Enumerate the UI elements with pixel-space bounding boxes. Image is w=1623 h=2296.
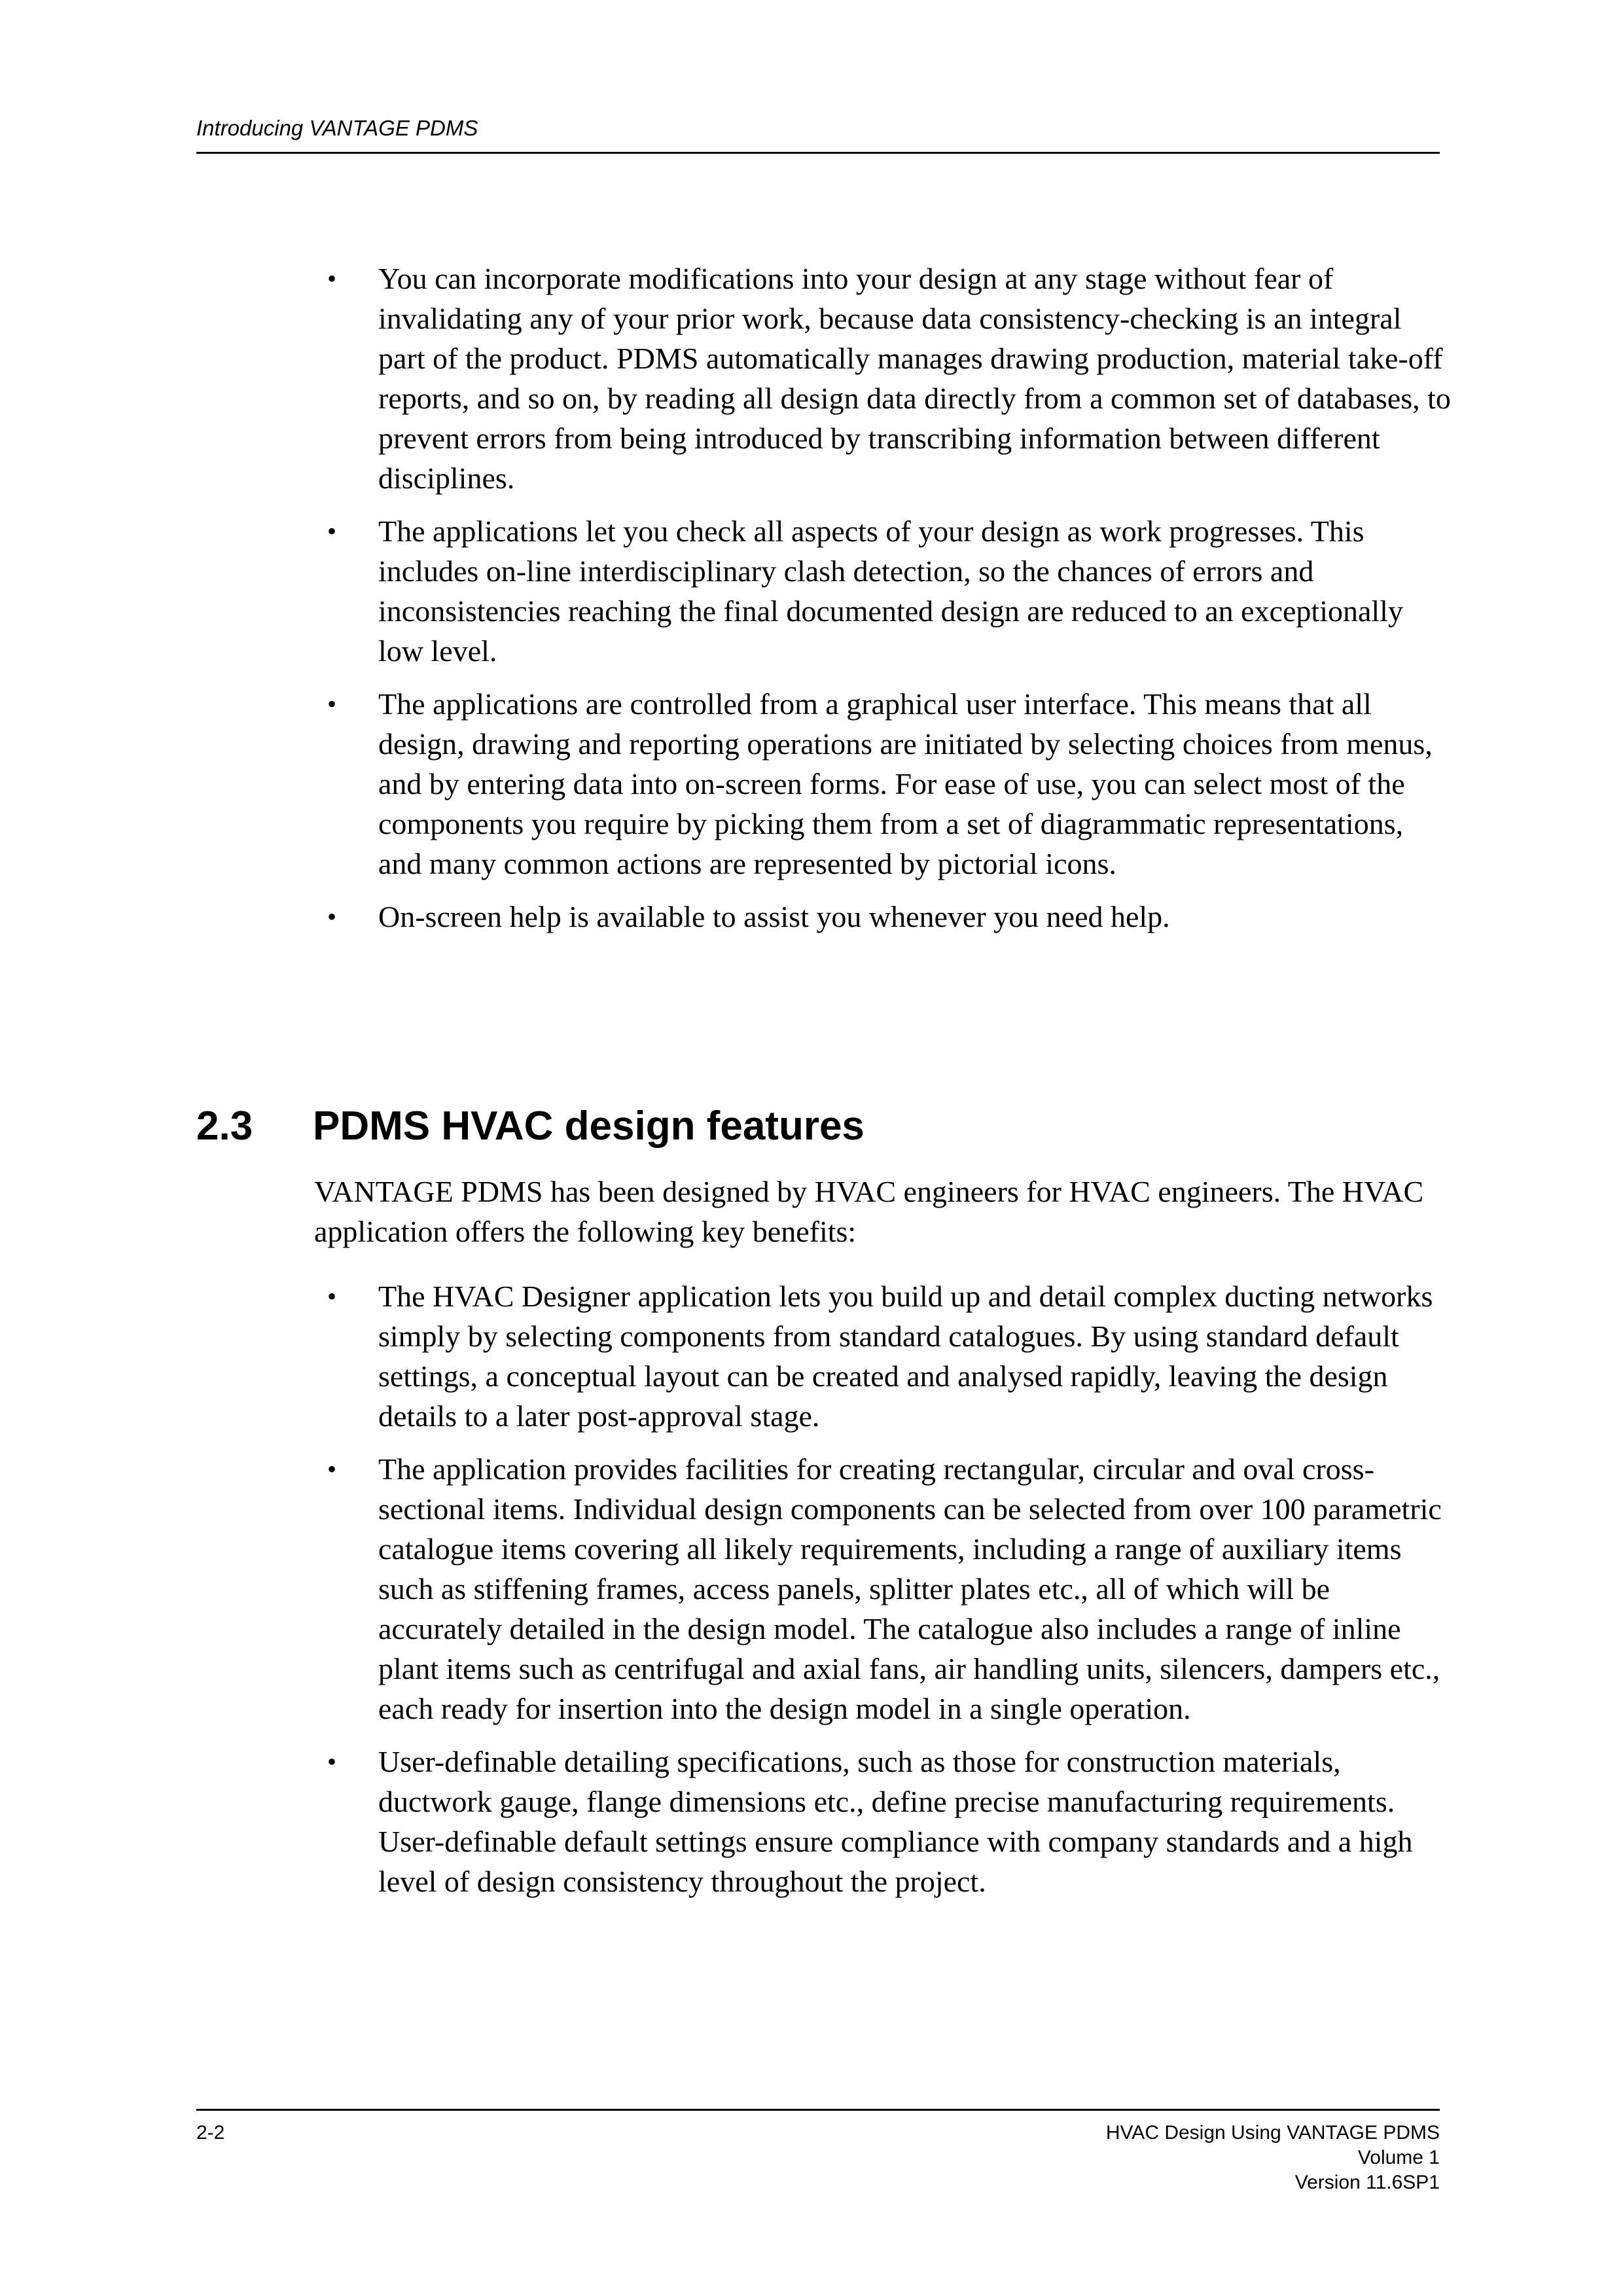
list-item-text: The applications let you check all aspects of your design as work progresses. This includes on-line interdisciplinary clash detection, so the chances of errors and inconsistencies reaching the final documented design are reduced to an exceptionally low level. (378, 514, 1403, 668)
footer-doc-title: HVAC Design Using VANTAGE PDMS (1105, 2122, 1440, 2144)
list-item (314, 897, 1453, 937)
section-intro: VANTAGE PDMS has been designed by HVAC engineers for HVAC engineers. The HVAC application offers the following key benefits: (314, 1175, 1424, 1248)
feature-list-hvac (314, 1276, 1453, 1914)
running-header: Introducing VANTAGE PDMS (196, 116, 478, 140)
footer-version: Version 11.6SP1 (1294, 2172, 1440, 2193)
section-number: 2.3 (196, 1103, 253, 1149)
section-heading (196, 1100, 865, 1153)
bullet-icon: • (327, 1282, 337, 1311)
list-item (314, 259, 1453, 498)
list-item (314, 1449, 1453, 1729)
list-item (314, 511, 1453, 671)
footer-doc-info (1106, 2121, 1440, 2195)
section-title: PDMS HVAC design features (313, 1103, 865, 1149)
list-item-text: The application provides facilities for creating rectangular, circular and oval cross-sectional items. Individual design components can be selected from over 100 parametric catalogue items covering all likely requirements, including a range of auxiliary items such as stiffening frames, access panels, splitter plates etc., all of which will be accurately detailed in the design model. The catalogue also includes a range of inline plant items such as centrifugal and axial fans, air handling units, silencers, dampers etc., each ready for insertion into the design model in a single operation. (378, 1452, 1442, 1725)
feature-list-general (314, 259, 1453, 950)
list-item (314, 1742, 1453, 1901)
bullet-icon: • (327, 689, 337, 719)
footer-volume: Volume 1 (1357, 2147, 1440, 2168)
list-item-text: The applications are controlled from a graphical user interface. This means that all design, drawing and reporting operations are initiated by selecting choices from menus, and by entering data into on-screen forms. For ease of use, you can select most of the components you require by picking them from a set of diagrammatic representations, and many common actions are represented by pictorial icons. (378, 687, 1433, 880)
header-rule (196, 152, 1440, 154)
list-item (314, 1276, 1453, 1436)
footer-rule (196, 2109, 1440, 2111)
list-item-text: User-definable detailing specifications, such as those for construction materials, ductwork gauge, flange dimensions etc., define precise manufacturing requirements. User-definable default settings ensure compliance with company standards and a high level of design consistency throughout the project. (378, 1745, 1413, 1898)
list-item-text: You can incorporate modifications into your design at any stage without fear of invalidating any of your prior work, because data consistency-checking is an integral part of the product. PDMS automatically manages drawing production, material take-off reports, and so on, by reading all design data directly from a common set of databases, to prevent errors from being introduced by transcribing information between different disciplines. (378, 262, 1451, 495)
bullet-icon: • (327, 264, 337, 293)
bullet-icon: • (327, 1454, 337, 1484)
bullet-icon: • (327, 516, 337, 546)
list-item-text: The HVAC Designer application lets you build up and detail complex ducting networks simply by selecting components from standard catalogues. By using standard default settings, a conceptual layout can be created and analysed rapidly, leaving the design details to a later post-approval stage. (378, 1280, 1433, 1433)
bullet-icon: • (327, 902, 337, 931)
bullet-icon: • (327, 1747, 337, 1776)
list-item (314, 684, 1453, 884)
page-number: 2-2 (196, 2122, 225, 2144)
list-item-text: On-screen help is available to assist you whenever you need help. (378, 900, 1170, 933)
